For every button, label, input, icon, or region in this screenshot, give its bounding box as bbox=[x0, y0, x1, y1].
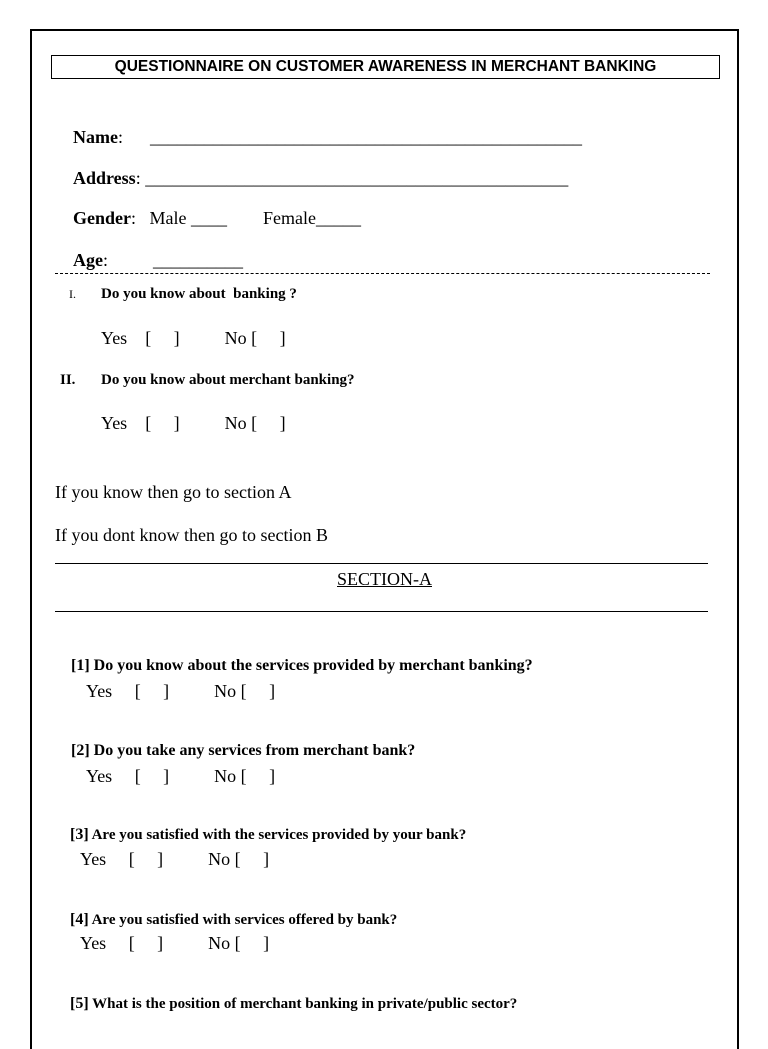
gender-field[interactable]: : Male ____ Female_____ bbox=[131, 208, 361, 228]
question-number: I. bbox=[69, 287, 76, 301]
question-number: [5] bbox=[70, 995, 89, 1012]
question-number: [3] bbox=[70, 826, 89, 843]
section-divider bbox=[55, 611, 708, 612]
questionnaire-page bbox=[30, 29, 739, 1049]
gender-label: Gender bbox=[73, 208, 131, 228]
question-number: [4] bbox=[70, 911, 89, 928]
dashed-divider bbox=[55, 273, 710, 274]
name-label: Name bbox=[73, 127, 118, 147]
address-label: Address bbox=[73, 168, 136, 188]
address-field[interactable]: : _______________________________________________ bbox=[135, 168, 569, 188]
section-title: SECTION-A bbox=[337, 569, 432, 589]
question-number: [1] bbox=[71, 657, 90, 674]
yes-no-options[interactable]: Yes [ ] No [ ] bbox=[80, 849, 270, 869]
question-text: Are you satisfied with services offered by bank? bbox=[91, 912, 398, 928]
question-number: [2] bbox=[71, 742, 90, 759]
section-divider bbox=[55, 563, 708, 564]
instruction-text: If you know then go to section A bbox=[55, 482, 292, 502]
instruction-text: If you dont know then go to section B bbox=[55, 525, 328, 545]
age-field[interactable]: : __________ bbox=[103, 250, 244, 270]
yes-no-options[interactable]: Yes [ ] No [ ] bbox=[86, 766, 276, 786]
yes-no-options[interactable]: Yes [ ] No [ ] bbox=[86, 681, 276, 701]
yes-no-options[interactable]: Yes [ ] No [ ] bbox=[101, 328, 286, 348]
question-text: Do you take any services from merchant bank? bbox=[93, 742, 416, 759]
age-label: Age bbox=[73, 250, 103, 270]
page-title: QUESTIONNAIRE ON CUSTOMER AWARENESS IN MERCHANT BANKING bbox=[51, 55, 720, 79]
question-text: What is the position of merchant banking in private/public sector? bbox=[92, 996, 518, 1012]
yes-no-options[interactable]: Yes [ ] No [ ] bbox=[101, 413, 286, 433]
question-text: Are you satisfied with the services provided by your bank? bbox=[91, 827, 467, 843]
age-row bbox=[55, 229, 243, 292]
question-number: II. bbox=[60, 372, 76, 388]
question-text: Do you know about the services provided by merchant banking? bbox=[93, 657, 533, 674]
name-field[interactable]: : ________________________________________________ bbox=[117, 127, 582, 147]
question-text: Do you know about banking ? bbox=[101, 286, 297, 302]
question-5 bbox=[55, 978, 517, 1030]
question-text: Do you know about merchant banking? bbox=[101, 372, 355, 388]
yes-no-options[interactable]: Yes [ ] No [ ] bbox=[80, 933, 270, 953]
